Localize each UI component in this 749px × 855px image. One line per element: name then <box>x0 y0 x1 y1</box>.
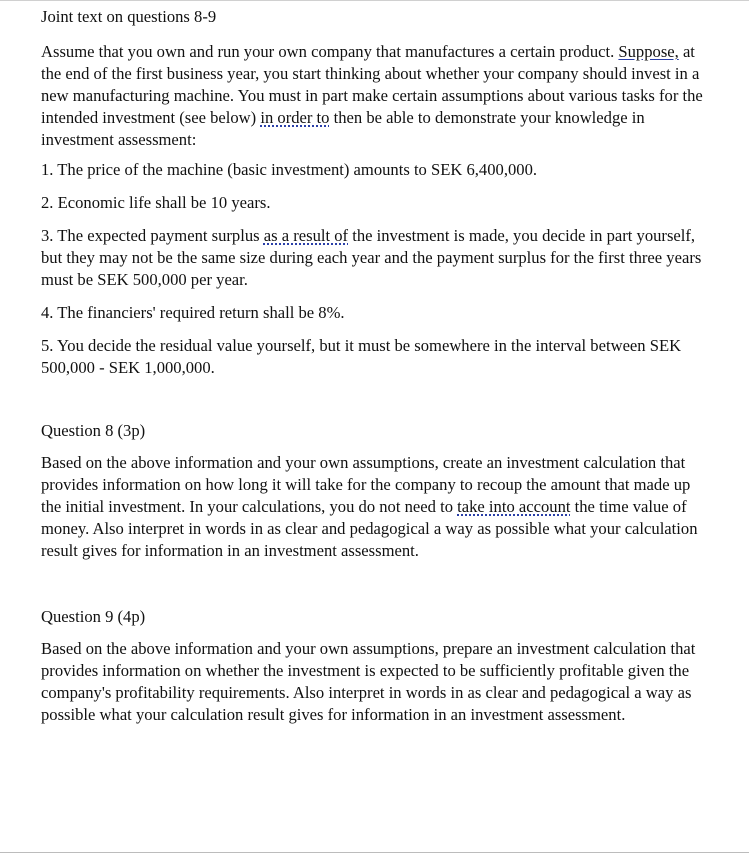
grammar-in-order-to[interactable]: in order to <box>260 108 330 127</box>
intro-paragraph <box>41 41 706 151</box>
document-body <box>41 6 706 726</box>
list-item-residual-value: 5. You decide the residual value yourself, but it must be somewhere in the interval between SEK 500,000 - SEK 1,000,000. <box>41 336 682 377</box>
intro-text-part2: at the end of the first business year, you start thinking about whether your company should invest in a new manufacturing machine. You must in part make certain assumptions about various tasks for the intended investment (see below) <box>41 42 703 127</box>
question-9-body: Based on the above information and your own assumptions, prepare an investment calculation that provides information on whether the investment is expected to be sufficiently profitable given the company's profitability requirements. Also interpret in words in as clear and pedagogical a way as possible what your calculation result gives for information in an investment assessment. <box>41 639 696 724</box>
grammar-take-into-account[interactable]: take into account <box>457 497 571 516</box>
intro-text-part1: Assume that you own and run your own company that manufactures a certain product. <box>41 42 619 61</box>
question-9-title: Question 9 (4p) <box>41 607 146 626</box>
question-8-title: Question 8 (3p) <box>41 421 146 440</box>
payment-surplus-text-a: 3. The expected payment surplus <box>41 226 264 245</box>
top-border <box>0 0 749 1</box>
list-item-required-return: 4. The financiers' required return shall be 8%. <box>41 303 345 322</box>
list-item-payment-surplus <box>41 225 706 291</box>
list-item-price: 1. The price of the machine (basic investment) amounts to SEK 6,400,000. <box>41 160 538 179</box>
bottom-border <box>0 852 749 853</box>
intro-text-part3: then be able to demonstrate your knowledge in investment assessment: <box>41 108 645 149</box>
grammar-as-a-result-of[interactable]: as a result of <box>263 226 349 245</box>
question-8-text-a: Based on the above information and your own assumptions, create an investment calculation that provides information on how long it will take for the company to recoup the amount that made up the initial investment. In your calculations, you do not need to <box>41 453 691 516</box>
payment-surplus-text-b: the investment is made, you decide in part yourself, but they may not be the same size during each year and the payment surplus for the first three years must be SEK 500,000 per year. <box>41 226 702 289</box>
list-item-economic-life: 2. Economic life shall be 10 years. <box>41 193 271 212</box>
joint-text-heading: Joint text on questions 8-9 <box>41 7 217 26</box>
question-8-text-b: the time value of money. Also interpret in words in as clear and pedagogical a way as possible what your calculation result gives for information in an investment assessment. <box>41 497 698 560</box>
spellcheck-suppose[interactable]: Suppose, <box>618 42 679 61</box>
question-8-body <box>41 452 706 562</box>
